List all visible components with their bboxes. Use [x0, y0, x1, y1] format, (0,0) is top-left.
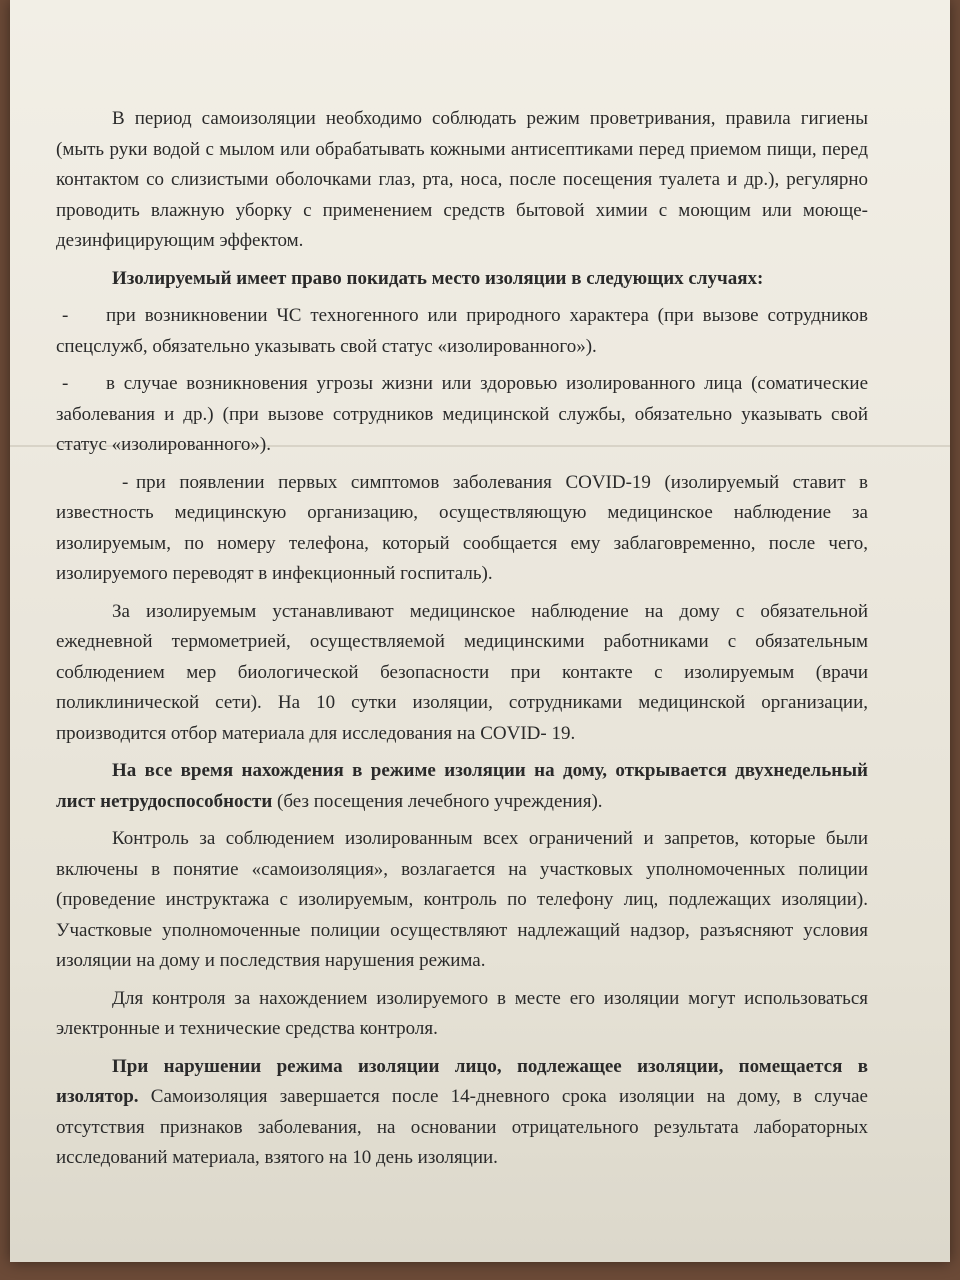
list-item: - при появлении первых симптомов заболевания COVID-19 (изолируемый ставит в известность медицинскую организацию, осуществляющую медицинское наблюдение за изолируемым, по номеру телефона, который сообщается ему заблаговременно, после чего, изолируемого переводят в инфекционный госпиталь). [56, 471, 868, 584]
paragraph-rights-heading [56, 264, 868, 295]
paragraph-sick-leave [56, 756, 868, 817]
list-item-text: в случае возникновения угрозы жизни или здоровью изолированного лица (соматические заболевания и др.) (при вызове сотрудников медицинской службы, обязательно указывать свой статус «изолированного»). [56, 373, 868, 455]
list-item: - в случае возникновения угрозы жизни или здоровью изолированного лица (соматические заболевания и др.) (при вызове сотрудников медицинской службы, обязательно указывать свой статус «изолированного»). [56, 373, 868, 455]
sick-leave-bold: На все время нахождения в режиме изоляции на дому, открывается двухнедельный лист нетрудоспособности [56, 760, 868, 812]
list-item: - при возникновении ЧС техногенного или природного характера (при вызове сотрудников спецслужб, обязательно указывать свой статус «изолированного»). [56, 305, 868, 357]
paper-sheet [10, 0, 950, 1262]
paragraph-police-control: Контроль за соблюдением изолированным всех ограничений и запретов, которые были включены в понятие «самоизоляция», возлагается на участковых уполномоченных полиции (проведение инструктажа с изолируемым, контроль по телефону лиц, подлежащих изоляции). Участковые уполномоченные полиции осуществляют надлежащий надзор, разъясняют условия изоляции на дому и последствия нарушения режима. [56, 828, 868, 971]
document-body [56, 104, 868, 1181]
rights-heading-bold: Изолируемый имеет право покидать место изоляции в следующих случаях: [112, 267, 764, 289]
violation-bold: При нарушении режима изоляции лицо, подлежащее изоляции, помещается в изолятор. [56, 1055, 868, 1107]
paragraph-observation: За изолируемым устанавливают медицинское наблюдение на дому с обязательной ежедневной термометрией, осуществляемой медицинскими работниками с обязательным соблюдением мер биологической безопасности при контакте с изолируемым (врачи поликлинической сети). На 10 сутки изоляции, сотрудниками медицинской организации, производится отбор материала для исследования на COVID- 19. [56, 600, 868, 744]
paragraph-hygiene: В период самоизоляции необходимо соблюдать режим проветривания, правила гигиены (мыть руки водой с мылом или обрабатывать кожными антисептиками перед приемом пищи, перед контактом со слизистыми оболочками глаз, рта, носа, после посещения туалета и др.), регулярно проводить влажную уборку с применением средств бытовой химии с моющим или моюще-дезинфицирующим эффектом. [56, 108, 868, 251]
paragraph-violation [56, 1052, 868, 1174]
violation-rest: Самоизоляция завершается после 14-дневного срока изоляции на дому, в случае отсутствия признаков заболевания, на основании отрицательного результата лабораторных исследований материала, взятого на 10 день изоляции. [56, 1086, 868, 1168]
sick-leave-rest: (без посещения лечебного учреждения). [272, 790, 603, 812]
list-item-text: при появлении первых симптомов заболевания COVID-19 (изолируемый ставит в известность медицинскую организацию, осуществляющую медицинское наблюдение за изолируемым, по номеру телефона, который сообщается ему заблаговременно, после чего, изолируемого переводят в инфекционный госпиталь). [56, 471, 868, 584]
list-item-text: при возникновении ЧС техногенного или природного характера (при вызове сотрудников спецслужб, обязательно указывать свой статус «изолированного»). [56, 305, 868, 357]
paragraph-electronic-control: Для контроля за нахождением изолируемого в месте его изоляции могут использоваться электронные и технические средства контроля. [56, 987, 868, 1039]
